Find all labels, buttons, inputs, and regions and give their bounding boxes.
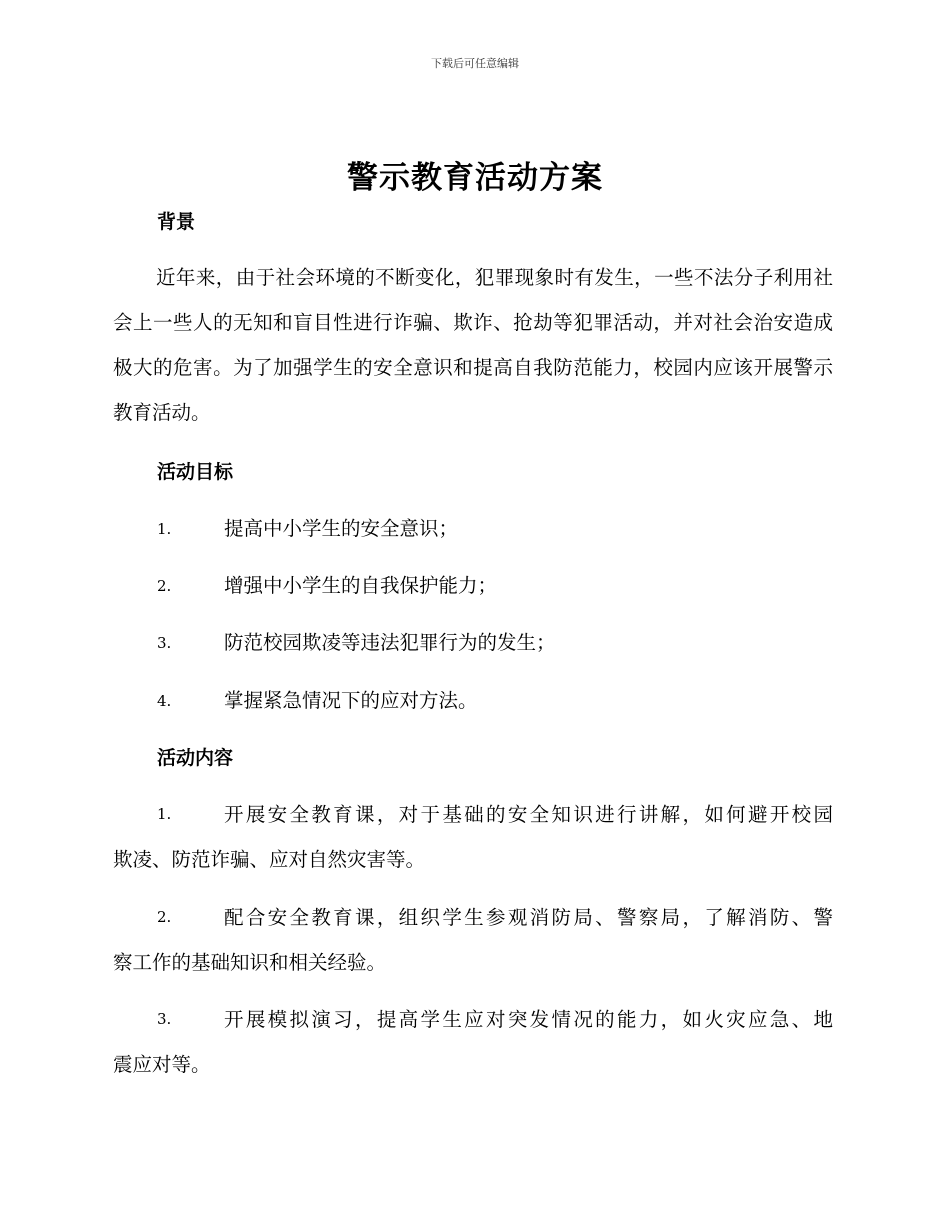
content-number: 1. bbox=[157, 805, 172, 823]
goal-number: 3. bbox=[157, 634, 172, 652]
content-item bbox=[113, 792, 833, 882]
content-item bbox=[113, 895, 833, 985]
content-number: 3. bbox=[157, 1010, 172, 1028]
header-note: 下载后可任意编辑 bbox=[431, 57, 519, 70]
goal-text: 提高中小学生的安全意识； bbox=[224, 517, 459, 540]
content-first-line bbox=[113, 997, 833, 1042]
section-heading-goals: 活动目标 bbox=[157, 461, 234, 483]
background-paragraph: 近年来，由于社会环境的不断变化，犯罪现象时有发生，一些不法分子利用社会上一些人的无知和盲目性进行诈骗、欺诈、抢劫等犯罪活动，并对社会治安造成极大的危害。为了加强学生的安全意识和提高自我防范能力，校园内应该开展警示教育活动。 bbox=[113, 266, 833, 424]
content-first-line bbox=[113, 792, 833, 837]
content-number: 2. bbox=[157, 908, 172, 926]
goal-text: 防范校园欺凌等违法犯罪行为的发生； bbox=[224, 631, 556, 654]
content-text-line1: 开展模拟演习，提高学生应对突发情况的能力，如火灾应急、地 bbox=[224, 1008, 833, 1031]
content-text-line2: 震应对等。 bbox=[113, 1053, 211, 1076]
section-heading-background: 背景 bbox=[157, 211, 196, 233]
goal-number: 4. bbox=[157, 692, 172, 710]
goal-number: 1. bbox=[157, 520, 172, 538]
document-title: 警示教育活动方案 bbox=[347, 160, 603, 196]
content-first-line bbox=[113, 895, 833, 940]
content-text-line1: 开展安全教育课，对于基础的安全知识进行讲解，如何避开校园 bbox=[224, 803, 833, 826]
goal-number: 2. bbox=[157, 577, 172, 595]
content-text-line1: 配合安全教育课，组织学生参观消防局、警察局，了解消防、警 bbox=[224, 906, 833, 929]
section-heading-content: 活动内容 bbox=[157, 747, 234, 769]
content-item bbox=[113, 997, 833, 1087]
content-text-line2: 欺凌、防范诈骗、应对自然灾害等。 bbox=[113, 848, 426, 871]
goal-text: 增强中小学生的自我保护能力； bbox=[224, 574, 498, 597]
content-text-line2: 察工作的基础知识和相关经验。 bbox=[113, 951, 387, 974]
goal-text: 掌握紧急情况下的应对方法。 bbox=[224, 689, 478, 712]
